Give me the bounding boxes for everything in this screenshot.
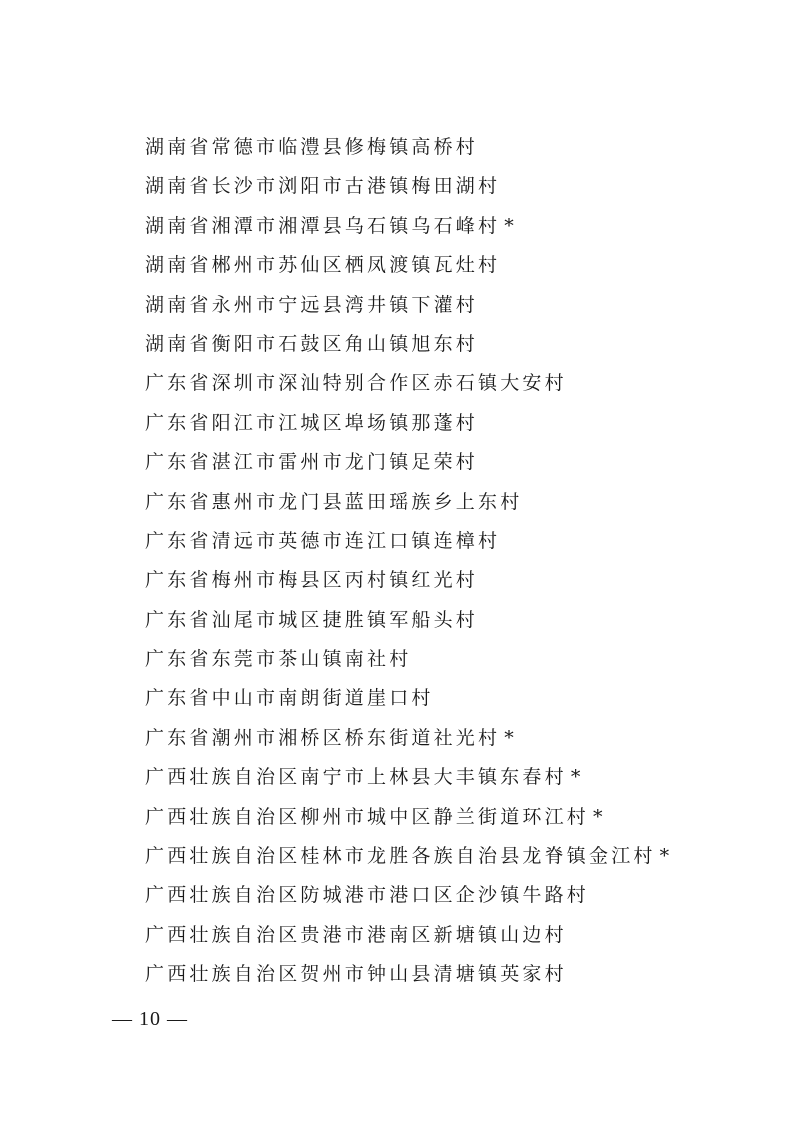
village-name: 广西壮族自治区贺州市钟山县清塘镇英家村 xyxy=(145,963,567,986)
village-name: 湖南省衡阳市石鼓区角山镇旭东村 xyxy=(145,332,479,355)
asterisk-mark: * xyxy=(570,766,581,789)
village-name: 广东省潮州市湘桥区桥东街道社光村 xyxy=(145,726,501,749)
village-name: 广西壮族自治区南宁市上林县大丰镇东春村 xyxy=(145,766,567,789)
asterisk-mark: * xyxy=(504,726,514,749)
list-item xyxy=(145,167,669,206)
village-name: 广东省深圳市深汕特别合作区赤石镇大安村 xyxy=(145,372,567,395)
list-item xyxy=(145,325,669,364)
list-item xyxy=(145,876,669,915)
village-name: 广西壮族自治区桂林市龙胜各族自治县龙脊镇金江村 xyxy=(145,845,656,868)
village-name: 广东省东莞市茶山镇南社村 xyxy=(145,648,412,671)
village-name: 广东省阳江市江城区埠场镇那蓬村 xyxy=(145,411,479,434)
list-item xyxy=(145,443,669,482)
asterisk-mark: * xyxy=(659,845,670,868)
village-name: 广东省湛江市雷州市龙门镇足荣村 xyxy=(145,451,479,474)
village-name: 广东省惠州市龙门县蓝田瑶族乡上东村 xyxy=(145,490,523,513)
village-name: 广西壮族自治区柳州市城中区静兰街道环江村 xyxy=(145,805,590,828)
list-item xyxy=(145,246,669,285)
village-name: 广东省梅州市梅县区丙村镇红光村 xyxy=(145,569,479,592)
village-name: 广西壮族自治区贵港市港南区新塘镇山边村 xyxy=(145,923,567,946)
list-item xyxy=(145,483,669,522)
village-name: 广东省汕尾市城区捷胜镇军船头村 xyxy=(145,608,479,631)
page-number: — 10 — xyxy=(112,1008,188,1030)
list-item xyxy=(145,404,669,443)
list-item xyxy=(145,601,669,640)
list-item xyxy=(145,798,669,837)
list-item xyxy=(145,561,669,600)
village-name: 湖南省湘潭市湘潭县乌石镇乌石峰村 xyxy=(145,214,501,237)
asterisk-mark: * xyxy=(593,805,603,828)
list-item xyxy=(145,207,669,246)
village-name: 广东省清远市英德市连江口镇连樟村 xyxy=(145,529,501,552)
list-item xyxy=(145,522,669,561)
village-name: 湖南省郴州市苏仙区栖凤渡镇瓦灶村 xyxy=(145,254,501,277)
list-item xyxy=(145,679,669,718)
village-name: 广西壮族自治区防城港市港口区企沙镇牛路村 xyxy=(145,884,590,907)
village-name: 湖南省永州市宁远县湾井镇下灌村 xyxy=(145,293,479,316)
list-item xyxy=(145,640,669,679)
village-name: 湖南省长沙市浏阳市古港镇梅田湖村 xyxy=(145,175,501,198)
village-name: 广东省中山市南朗街道崖口村 xyxy=(145,687,434,710)
list-item xyxy=(145,837,669,876)
list-item xyxy=(145,364,669,403)
list-item xyxy=(145,286,669,325)
list-item xyxy=(145,758,669,797)
list-item xyxy=(145,128,669,167)
list-item xyxy=(145,916,669,955)
list-item xyxy=(145,719,669,758)
village-list xyxy=(145,128,669,995)
list-item xyxy=(145,955,669,994)
asterisk-mark: * xyxy=(504,214,514,237)
village-name: 湖南省常德市临澧县修梅镇高桥村 xyxy=(145,136,479,158)
